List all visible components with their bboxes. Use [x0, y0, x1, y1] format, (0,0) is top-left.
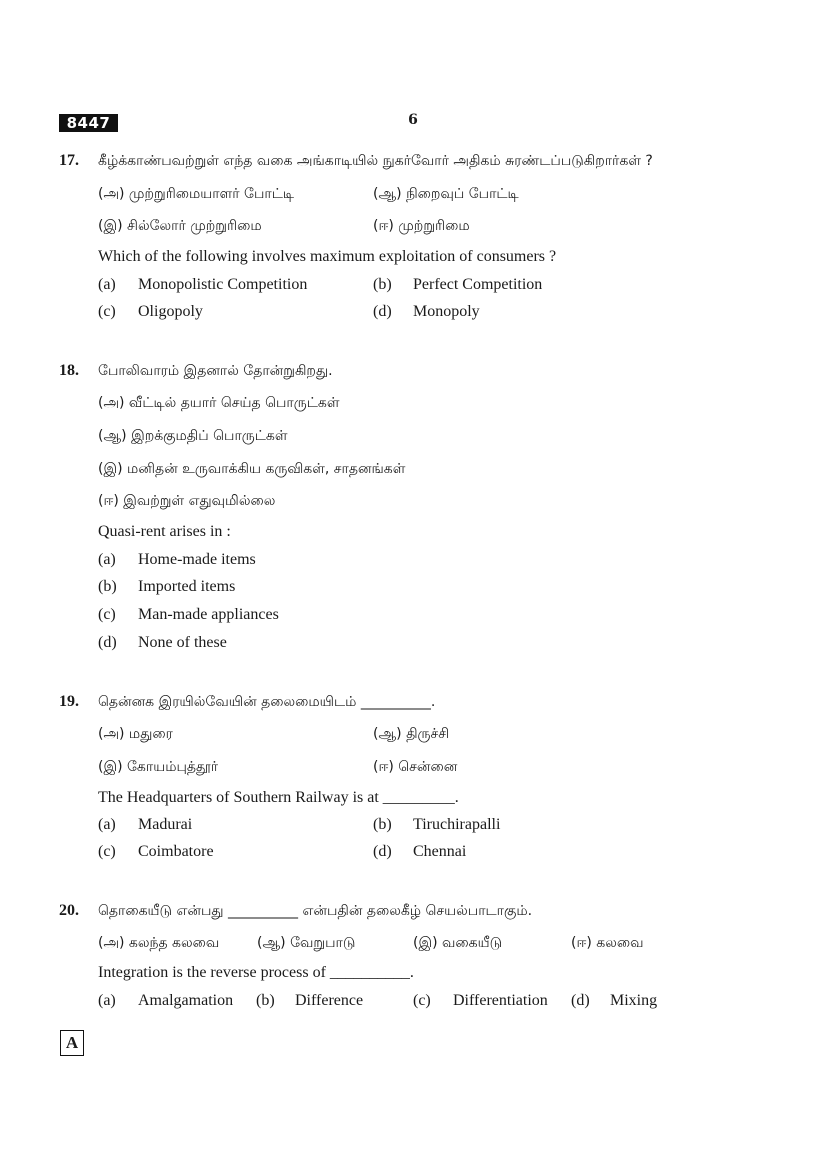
tamil-question: போலிவாரம் இதனால் தோன்றுகிறது.	[98, 363, 333, 379]
paper-code-badge: 8447	[59, 114, 118, 132]
english-question: Quasi-rent arises in :	[98, 523, 231, 540]
tamil-option-a: (அ) வீட்டில் தயார் செய்த பொருட்கள்	[98, 395, 340, 411]
english-question: Integration is the reverse process of __________.	[98, 964, 414, 981]
option-a-text: Amalgamation	[138, 992, 234, 1009]
option-c-label: (c)	[98, 843, 116, 860]
tamil-option-b: (ஆ) இறக்குமதிப் பொருட்கள்	[98, 428, 288, 444]
tamil-option-c: (இ) வகையீடு	[413, 935, 503, 951]
question-number: 17.	[59, 152, 79, 169]
tamil-option-a: (அ) முற்றுரிமையாளர் போட்டி	[98, 186, 294, 202]
option-b-label: (b)	[98, 578, 117, 595]
tamil-option-b: (ஆ) நிறைவுப் போட்டி	[373, 186, 519, 202]
page-number: 6	[408, 112, 418, 128]
option-c-label: (c)	[98, 606, 116, 623]
option-b-text: Perfect Competition	[413, 276, 543, 293]
tamil-option-a: (அ) கலந்த கலவை	[98, 935, 220, 951]
option-a-label: (a)	[98, 551, 116, 568]
question-number: 18.	[59, 362, 79, 379]
tamil-option-c: (இ) கோயம்புத்தூர்	[98, 759, 219, 775]
option-b-label: (b)	[256, 992, 275, 1009]
option-a-label: (a)	[98, 276, 116, 293]
option-c-text: Man-made appliances	[138, 606, 279, 623]
option-d-text: None of these	[138, 634, 227, 651]
option-d-text: Chennai	[413, 843, 467, 860]
tamil-question: தென்னக இரயில்வேயின் தலைமையிடம் __________.	[98, 694, 436, 710]
english-question: Which of the following involves maximum exploitation of consumers ?	[98, 248, 557, 265]
option-b-text: Tiruchirapalli	[413, 816, 501, 833]
tamil-option-d: (ஈ) சென்னை	[373, 759, 458, 775]
option-b-label: (b)	[373, 276, 392, 293]
tamil-question: தொகையீடு என்பது __________ என்பதின் தலைகீழ் செயல்பாடாகும்.	[98, 903, 533, 919]
option-b-label: (b)	[373, 816, 392, 833]
english-question: The Headquarters of Southern Railway is at _________.	[98, 789, 459, 806]
tamil-option-d: (ஈ) முற்றுரிமை	[373, 218, 470, 234]
option-c-label: (c)	[98, 303, 116, 320]
option-a-text: Monopolistic Competition	[138, 276, 308, 293]
tamil-option-c: (இ) சில்லோர் முற்றுரிமை	[98, 218, 262, 234]
tamil-option-d: (ஈ) கலவை	[571, 935, 644, 951]
option-a-label: (a)	[98, 816, 116, 833]
paper-version-box: A	[60, 1030, 84, 1056]
question-number: 20.	[59, 902, 79, 919]
option-c-label: (c)	[413, 992, 431, 1009]
option-b-text: Imported items	[138, 578, 236, 595]
tamil-option-b: (ஆ) திருச்சி	[373, 726, 450, 742]
option-c-text: Oligopoly	[138, 303, 203, 320]
tamil-option-c: (இ) மனிதன் உருவாக்கிய கருவிகள், சாதனங்கள்	[98, 461, 406, 477]
tamil-option-a: (அ) மதுரை	[98, 726, 173, 742]
tamil-option-b: (ஆ) வேறுபாடு	[257, 935, 356, 951]
option-a-text: Madurai	[138, 816, 193, 833]
option-d-label: (d)	[373, 303, 392, 320]
option-d-label: (d)	[571, 992, 590, 1009]
option-d-label: (d)	[373, 843, 392, 860]
option-a-text: Home-made items	[138, 551, 256, 568]
option-d-text: Mixing	[610, 992, 658, 1009]
option-c-text: Differentiation	[453, 992, 548, 1009]
question-number: 19.	[59, 693, 79, 710]
tamil-question: கீழ்க்காண்பவற்றுள் எந்த வகை அங்காடியில் நுகர்வோர் அதிகம் சுரண்டப்படுகிறார்கள் ?	[98, 153, 653, 169]
option-b-text: Difference	[295, 992, 364, 1009]
tamil-option-d: (ஈ) இவற்றுள் எதுவுமில்லை	[98, 493, 276, 509]
option-a-label: (a)	[98, 992, 116, 1009]
option-d-text: Monopoly	[413, 303, 480, 320]
option-c-text: Coimbatore	[138, 843, 214, 860]
option-d-label: (d)	[98, 634, 117, 651]
